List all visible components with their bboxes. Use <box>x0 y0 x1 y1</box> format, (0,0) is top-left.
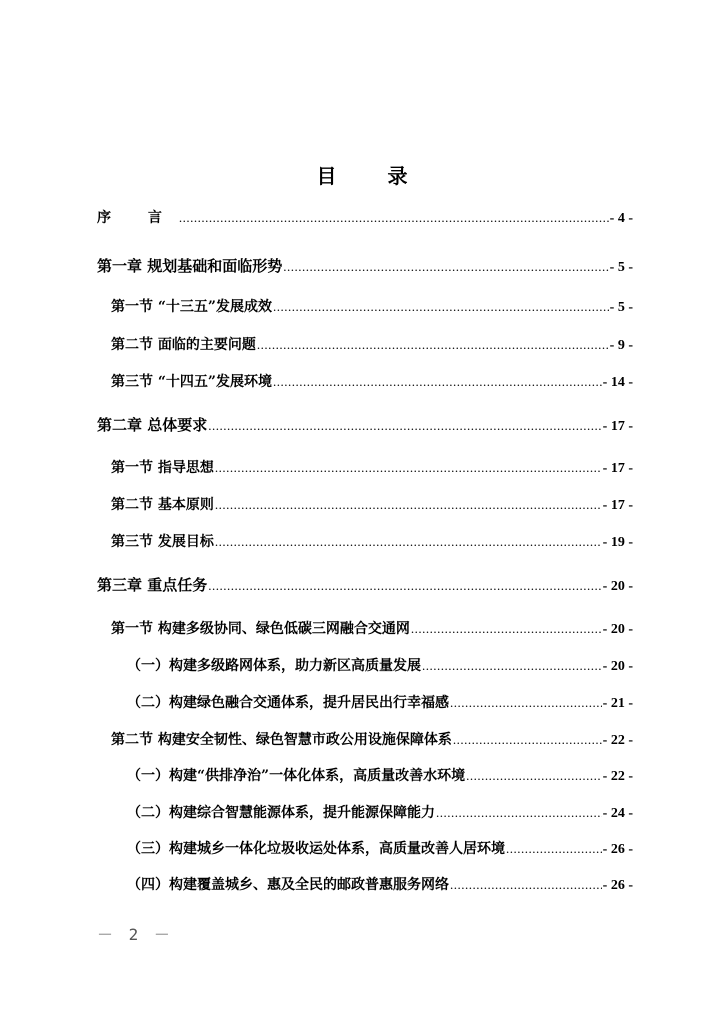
toc-entry-label: 第二节 基本原则 <box>111 497 214 513</box>
toc-entry-chapter-1[interactable] <box>97 254 633 278</box>
toc-entry-ch3-sec1[interactable] <box>111 617 633 641</box>
toc-entry-ch3-sec1-item2[interactable] <box>127 691 633 715</box>
toc-entry-label: 第三节 发展目标 <box>111 534 214 550</box>
toc-entry-ch1-sec2[interactable] <box>111 333 633 357</box>
page-number: － 2 － <box>97 925 173 944</box>
toc-entry-ch2-sec1[interactable] <box>111 456 633 480</box>
toc-entry-label: 第一节 “十三五”发展成效 <box>111 299 272 315</box>
toc-leader-dots <box>215 456 602 480</box>
toc-entry-page: - 17 - <box>602 419 633 434</box>
toc-leader-dots <box>283 255 608 279</box>
toc-entry-chapter-2[interactable] <box>97 413 633 437</box>
toc-entry-ch3-sec2[interactable] <box>111 728 633 752</box>
toc-entry-page: - 5 - <box>609 300 633 315</box>
toc-entry-label: （三）构建城乡一体化垃圾收运处体系，高质量改善人居环境 <box>127 841 505 857</box>
toc-entry-page: - 17 - <box>602 461 633 476</box>
toc-entry-preface[interactable] <box>97 206 633 230</box>
toc-entry-label: 第三节 “十四五”发展环境 <box>111 374 272 390</box>
toc-entry-page: - 20 - <box>602 659 633 674</box>
toc-entry-page: - 17 - <box>602 498 633 513</box>
toc-entry-label: 第三章 重点任务 <box>97 576 208 594</box>
toc-entry-label: （四）构建覆盖城乡、惠及全民的邮政普惠服务网络 <box>127 877 449 893</box>
toc-leader-dots <box>273 370 602 394</box>
toc-leader-dots <box>411 617 602 641</box>
toc-leader-dots <box>506 837 602 861</box>
toc-entry-label: （二）构建综合智慧能源体系，提升能源保障能力 <box>127 805 435 821</box>
toc-entry-label: 第二章 总体要求 <box>97 416 208 434</box>
toc-entry-ch3-sec2-item1[interactable] <box>127 764 633 788</box>
toc-entry-label: 第一节 构建多级协同、绿色低碳三网融合交通网 <box>111 621 410 637</box>
toc-entry-page: - 20 - <box>602 579 633 594</box>
toc-leader-dots <box>422 654 602 678</box>
toc-leader-dots <box>257 333 609 357</box>
toc-entry-page: - 22 - <box>602 769 633 784</box>
toc-title: 目 录 <box>316 164 430 188</box>
toc-entry-ch2-sec2[interactable] <box>111 493 633 517</box>
toc-entry-ch2-sec3[interactable] <box>111 530 633 554</box>
toc-entry-ch3-sec1-item1[interactable] <box>127 654 633 678</box>
toc-leader-dots <box>466 764 602 788</box>
toc-leader-dots <box>453 728 602 752</box>
toc-leader-dots <box>215 493 602 517</box>
toc-entry-ch3-sec2-item3[interactable] <box>127 837 633 861</box>
toc-entry-page: - 22 - <box>602 733 633 748</box>
toc-entry-label: （一）构建多级路网体系，助力新区高质量发展 <box>127 658 421 674</box>
toc-entry-label: （二）构建绿色融合交通体系，提升居民出行幸福感 <box>127 695 449 711</box>
toc-entry-ch3-sec2-item4[interactable] <box>127 873 633 897</box>
toc-entry-ch1-sec1[interactable] <box>111 295 633 319</box>
toc-leader-dots <box>450 691 602 715</box>
toc-leader-dots <box>273 295 609 319</box>
toc-entry-page: - 4 - <box>609 211 633 226</box>
toc-entry-page: - 9 - <box>609 338 633 353</box>
toc-entry-ch3-sec2-item2[interactable] <box>127 801 633 825</box>
toc-entry-page: - 21 - <box>602 696 633 711</box>
toc-leader-dots <box>208 574 601 598</box>
toc-entry-label: 序 言 <box>97 210 178 226</box>
toc-entry-label: 第一节 指导思想 <box>111 460 214 476</box>
toc-leader-dots <box>179 206 609 230</box>
toc-entry-page: - 24 - <box>602 806 633 821</box>
toc-leader-dots <box>450 873 602 897</box>
toc-entry-page: - 20 - <box>602 622 633 637</box>
toc-leader-dots <box>208 414 601 438</box>
toc-entry-label: （一）构建“供排净治”一体化体系，高质量改善水环境 <box>127 768 466 784</box>
toc-entry-page: - 26 - <box>602 878 633 893</box>
toc-entry-page: - 19 - <box>602 535 633 550</box>
toc-entry-ch1-sec3[interactable] <box>111 370 633 394</box>
toc-leader-dots <box>215 530 602 554</box>
toc-entry-page: - 26 - <box>602 842 633 857</box>
toc-entry-chapter-3[interactable] <box>97 573 633 597</box>
toc-entry-label: 第二节 面临的主要问题 <box>111 337 256 353</box>
toc-leader-dots <box>436 801 602 825</box>
toc-entry-label: 第一章 规划基础和面临形势 <box>97 257 283 275</box>
toc-entry-page: - 5 - <box>609 260 633 275</box>
toc-entry-page: - 14 - <box>602 375 633 390</box>
toc-entry-label: 第二节 构建安全韧性、绿色智慧市政公用设施保障体系 <box>111 732 452 748</box>
